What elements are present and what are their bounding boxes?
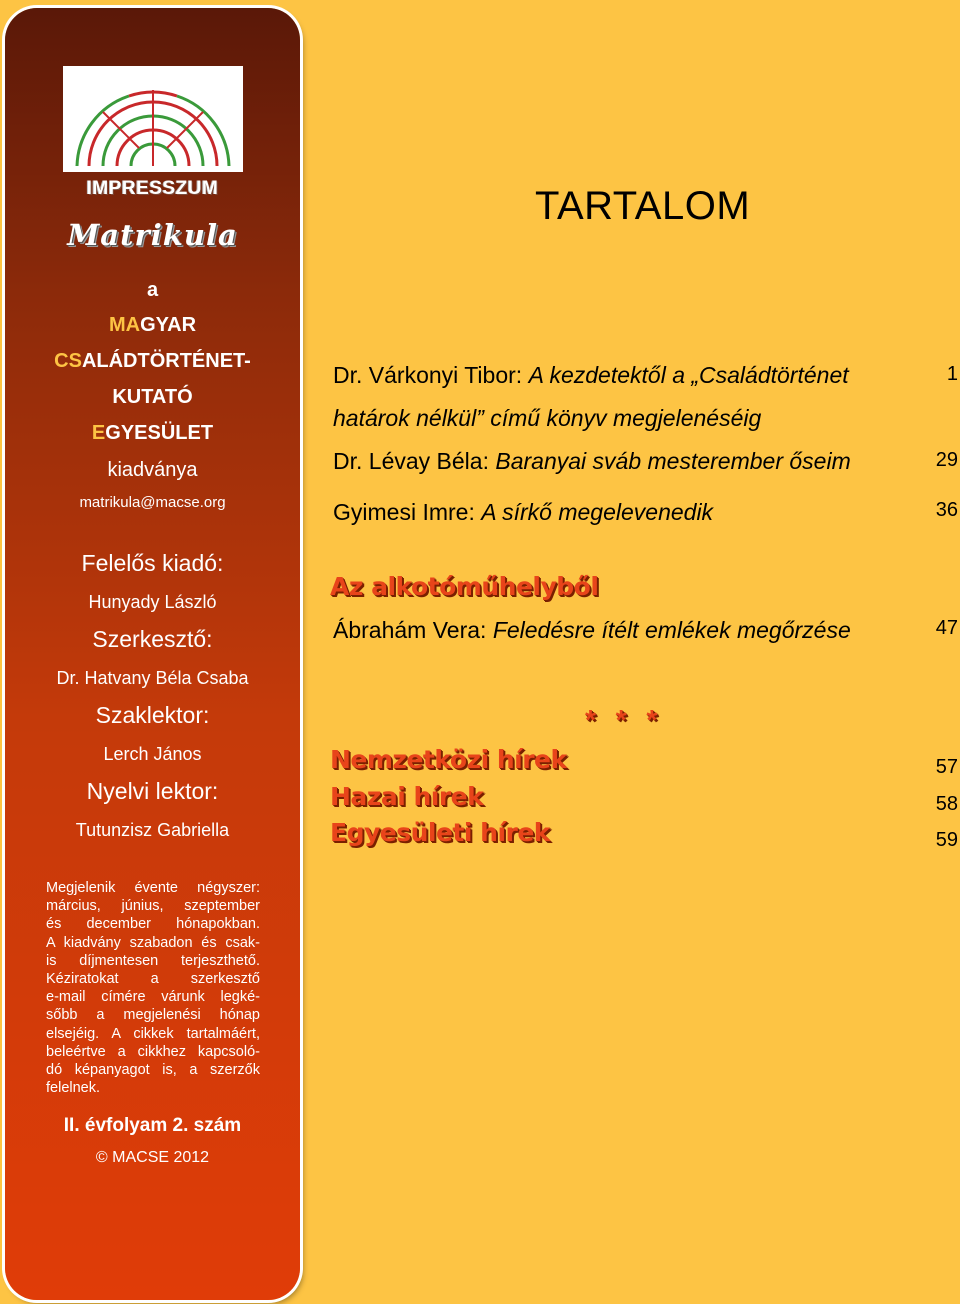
info-line: Kéziratokat a szerkesztő [46, 971, 260, 988]
news-society[interactable]: Egyesületi hírek [330, 818, 550, 847]
toc-title: A sírkő megelevenedik [481, 499, 714, 525]
language-editor-name: Tutunzisz Gabriella [75, 820, 230, 840]
language-editor-role: Nyelvi lektor: [86, 778, 219, 804]
info-line: beleértve a cikkhez kapcsoló- [46, 1043, 260, 1060]
info-line: elsejéig. A cikkek tartalmáért, [46, 1025, 260, 1042]
toc-title: Feledésre ítélt emlékek megőrzése [492, 617, 851, 643]
toc-page: 29 [935, 449, 958, 471]
separator-stars: * * * [585, 704, 664, 735]
contact-email[interactable]: matrikula@macse.org [79, 494, 226, 511]
copyright: © MACSE 2012 [95, 1149, 210, 1166]
toc-entry-1[interactable] [333, 362, 849, 389]
org-article: a [146, 279, 159, 301]
info-line: sőbb a megjelenési hónap [46, 1007, 260, 1024]
toc-page: 47 [935, 617, 958, 639]
info-line: Megjelenik évente négyszer: [46, 880, 260, 896]
section-workshop-heading: Az alkotóműhelyből [330, 572, 599, 601]
news-international[interactable]: Nemzetközi hírek [330, 745, 567, 774]
org-name-line-2: CSALÁDTÖRTÉNET- [54, 350, 251, 372]
info-line: március, június, szeptember [46, 898, 260, 915]
news-domestic[interactable]: Hazai hírek [330, 782, 484, 811]
impresszum-heading: IMPRESSZUM [86, 178, 219, 199]
brand-wordmark: Matrikula [67, 218, 238, 252]
publication-info [46, 879, 260, 1097]
org-name-line-4: EGYESÜLET [91, 422, 214, 444]
toc-entry-4[interactable] [333, 617, 851, 644]
proofreader-role: Szaklektor: [95, 702, 210, 728]
toc-entry-2[interactable] [333, 448, 851, 475]
info-line: és december hónapokban. [46, 916, 260, 933]
publisher-name: Hunyady László [88, 592, 217, 612]
info-line: e-mail címére várunk legké- [46, 989, 260, 1006]
org-name-line-1: MAGYAR [108, 314, 197, 336]
toc-page: 1 [946, 363, 958, 385]
editor-role: Szerkesztő: [92, 626, 213, 652]
info-line: dó képanyagot is, a szerzők [46, 1062, 260, 1079]
editor-name: Dr. Hatvany Béla Csaba [56, 668, 249, 688]
info-line: is díjmentesen terjeszthető. [46, 952, 260, 969]
publisher-role: Felelős kiadó: [81, 550, 224, 576]
toc-title: határok nélkül” című könyv megjelenéséig [333, 405, 762, 431]
society-logo [63, 66, 243, 172]
toc-author: Ábrahám Vera: [333, 617, 493, 643]
info-line: felelnek. [46, 1080, 101, 1097]
toc-entry-3[interactable] [333, 499, 713, 526]
org-name-line-3: KUTATÓ [112, 386, 193, 408]
impressum-sidebar [5, 8, 300, 1300]
toc-title: Baranyai sváb mesterember őseim [495, 448, 851, 474]
toc-author: Dr. Lévay Béla: [333, 448, 496, 474]
toc-title: A kezdetektől a „Családtörténet [528, 362, 849, 388]
toc-author: Dr. Várkonyi Tibor: [333, 362, 529, 388]
toc-page: 36 [935, 499, 958, 521]
toc-entry-1-cont[interactable] [333, 405, 761, 432]
page-title: TARTALOM [535, 184, 751, 228]
toc-page: 57 [935, 756, 958, 778]
issue-number: II. évfolyam 2. szám [63, 1115, 242, 1136]
toc-page: 58 [935, 793, 958, 815]
toc-page: 59 [935, 829, 958, 851]
proofreader-name: Lerch János [103, 744, 202, 764]
info-line: A kiadvány szabadon és csak- [46, 934, 260, 951]
publication-label: kiadványa [107, 459, 198, 481]
toc-author: Gyimesi Imre: [333, 499, 482, 525]
